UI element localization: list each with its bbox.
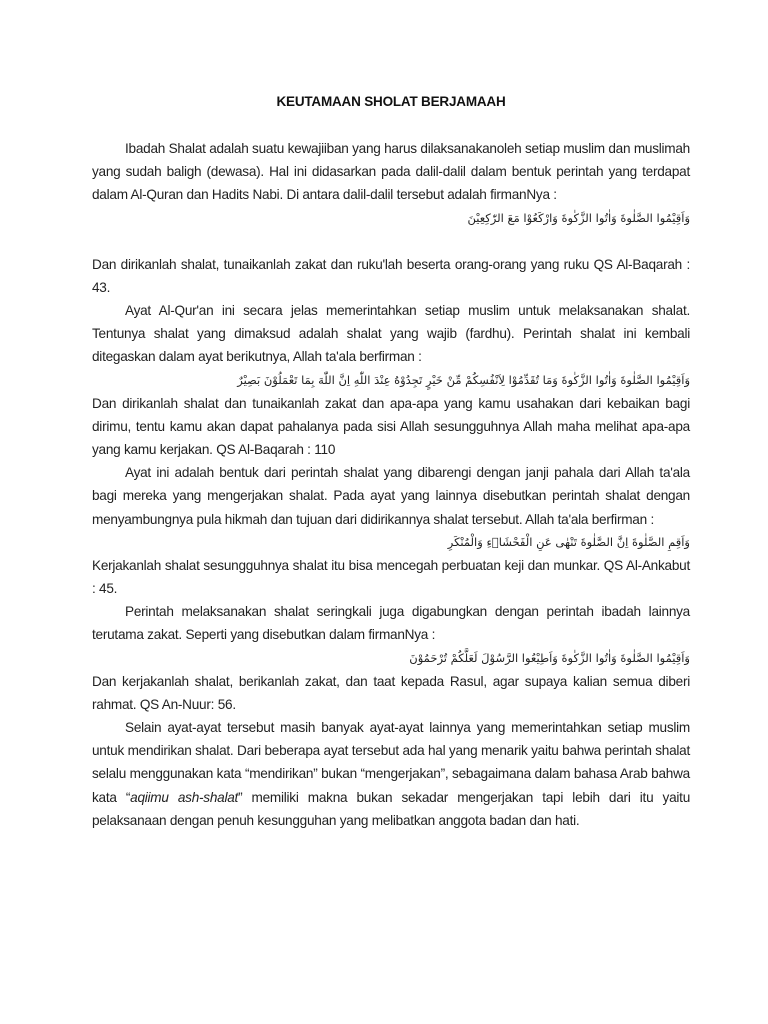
translation-baqarah-43: Dan dirikanlah shalat, tunaikanlah zakat dan ruku'lah beserta orang-orang yang ruku QS Al-Baqarah : 43. (92, 256, 690, 295)
spacer (92, 230, 690, 253)
conclusion-italic-term: aqiimu ash-shalat (130, 789, 239, 805)
translation-ankabut-45: Kerjakanlah shalat sesungguhnya shalat itu bisa mencegah perbuatan keji dan munkar. QS Al-Ankabut : 45. (92, 557, 690, 597)
document-title: KEUTAMAAN SHOLAT BERJAMAAH (276, 94, 506, 109)
arabic-verse-nuur-56: وَاَقِيْمُوا الصَّلٰوةَ وَاٰتُوا الزَّكٰوةَ وَاَطِيْعُوا الرَّسُوْلَ لَعَلَّكُمْ تُرْحَمُوْنَ (409, 650, 690, 665)
paragraph-explanation-1: Ayat Al-Qur'an ini secara jelas memerintahkan setiap muslim untuk melaksanakan shalat. Tentunya shalat yang dimaksud adalah shalat yang wajib (fardhu). Perintah shalat ini kembali ditegaskan dalam ayat berikutnya, Allah ta'ala berfirman : (92, 303, 690, 365)
paragraph-intro: Ibadah Shalat adalah suatu kewajiiban yang harus dilaksanakanoleh setiap muslim dan muslimah yang sudah baligh (dewasa). Hal ini didasarkan pada dalil-dalil dalam bentuk perintah yang terdapat dalam Al-Quran dan Hadits Nabi. Di antara dalil-dalil tersebut adalah firmanNya : (92, 141, 690, 203)
arabic-verse-baqarah-43: وَاَقِيْمُوا الصَّلٰوةَ وَاٰتُوا الزَّكٰوةَ وَارْكَعُوْا مَعَ الرّٰكِعِيْنَ (467, 210, 690, 225)
document-page (92, 90, 690, 832)
conclusion-text-after: ” memiliki makna bukan sekadar mengerjakan tapi lebih dari itu yaitu pelaksanaan dengan penuh kesungguhan yang melibatkan anggota badan dan hati. (92, 789, 691, 828)
paragraph-conclusion (92, 716, 690, 832)
arabic-verse-baqarah-110: وَاَقِيْمُوا الصَّلٰوةَ وَاٰتُوا الزَّكٰوةَ وَمَا تُقَدِّمُوْا لِاَنْفُسِكُمْ مِّنْ خَيْرٍ تَجِدُوْهُ عِنْدَ اللّٰهِ اِنَّ اللّٰهَ بِمَا تَعْمَلُوْنَ بَصِيْرٌ (237, 372, 690, 387)
translation-baqarah-110: Dan dirikanlah shalat dan tunaikanlah zakat dan apa-apa yang kamu usahakan dari kebaikan bagi dirimu, tentu kamu akan dapat pahalanya pada sisi Allah sesungguhnya Allah maha melihat apa-apa yang kamu kerjakan. QS Al-Baqarah : 110 (92, 395, 690, 458)
translation-nuur-56: Dan kerjakanlah shalat, berikanlah zakat, dan taat kepada Rasul, agar supaya kalian semua diberi rahmat. QS An-Nuur: 56. (92, 673, 690, 712)
paragraph-explanation-2: Ayat ini adalah bentuk dari perintah shalat yang dibarengi dengan janji pahala dari Allah ta'ala bagi mereka yang mengerjakan shalat. Pada ayat yang lainnya disebutkan perintah shalat dengan menyambungnya pula hikmah dan tujuan dari didirikannya shalat tersebut. Allah ta'ala berfirman : (92, 465, 690, 527)
arabic-verse-ankabut-45: وَاَقِمِ الصَّلٰوةَ اِنَّ الصَّلٰوةَ تَنْهٰى عَنِ الْفَحْشَاۤءِ وَالْمُنْكَرِ (447, 534, 690, 549)
conclusion-text-before: Selain ayat-ayat tersebut masih banyak ayat-ayat lainnya yang memerintahkan setiap muslim untuk mendirikan shalat. Dari beberapa ayat tersebut ada hal yang menarik yaitu bahwa perintah shalat selalu menggunakan kata “mendirikan” bukan “mengerjakan”, sebagaimana dalam bahasa Arab bahwa kata “ (92, 720, 690, 805)
paragraph-explanation-3: Perintah melaksanakan shalat seringkali juga digabungkan dengan perintah ibadah lainnya terutama zakat. Seperti yang disebutkan dalam firmanNya : (92, 604, 690, 643)
